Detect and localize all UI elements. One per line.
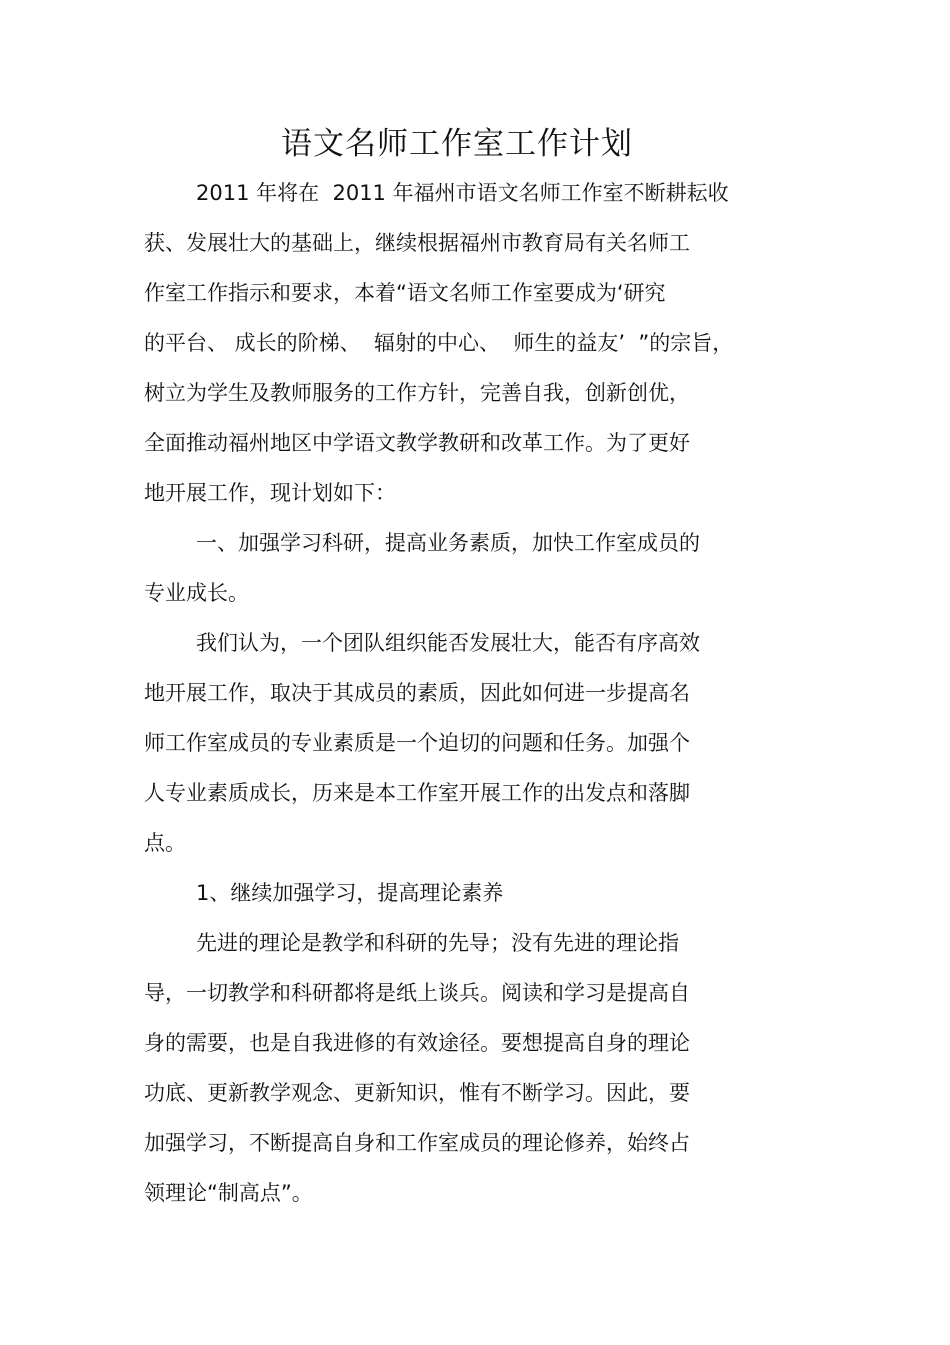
body-line-6: 全面推动福州地区中学语文教学教研和改革工作。为了更好 [144,431,690,455]
body-line-21: 领理论“制高点”。 [144,1181,313,1205]
body-line-18: 身的需要，也是自我进修的有效途径。要想提高自身的理论 [144,1031,690,1055]
subsection-heading-1: 1、继续加强学习，提高理论素养 [196,881,504,905]
body-line-13: 人专业素质成长，历来是本工作室开展工作的出发点和落脚 [144,781,690,805]
section-heading-1-cont: 专业成长。 [144,581,249,605]
body-line-11: 地开展工作，取决于其成员的素质，因此如何进一步提高名 [144,681,690,705]
body-line-14: 点。 [144,831,186,855]
body-line-2: 获、发展壮大的基础上，继续根据福州市教育局有关名师工 [144,231,690,255]
body-line-4: 的平台、 成长的阶梯、 辐射的中心、 师生的益友’ ”的宗旨， [144,331,734,355]
body-line-20: 加强学习，不断提高自身和工作室成员的理论修养，始终占 [144,1131,690,1155]
body-line-10: 我们认为，一个团队组织能否发展壮大，能否有序高效 [196,631,700,655]
document-title: 语文名师工作室工作计划 [281,126,633,162]
body-line-12: 师工作室成员的专业素质是一个迫切的问题和任务。加强个 [144,731,690,755]
body-line-7: 地开展工作，现计划如下： [144,481,396,505]
body-line-3: 作室工作指示和要求，本着“语文名师工作室要成为‘研究 [144,281,666,305]
body-line-17: 导，一切教学和科研都将是纸上谈兵。阅读和学习是提高自 [144,981,690,1005]
body-line-16: 先进的理论是教学和科研的先导；没有先进的理论指 [196,931,679,955]
body-line-19: 功底、更新教学观念、更新知识，惟有不断学习。因此，要 [144,1081,690,1105]
body-line-5: 树立为学生及教师服务的工作方针，完善自我，创新创优， [144,381,690,405]
section-heading-1: 一、加强学习科研，提高业务素质，加快工作室成员的 [196,531,700,555]
body-line-1: 2011 年将在 2011 年福州市语文名师工作室不断耕耘收 [196,181,729,205]
